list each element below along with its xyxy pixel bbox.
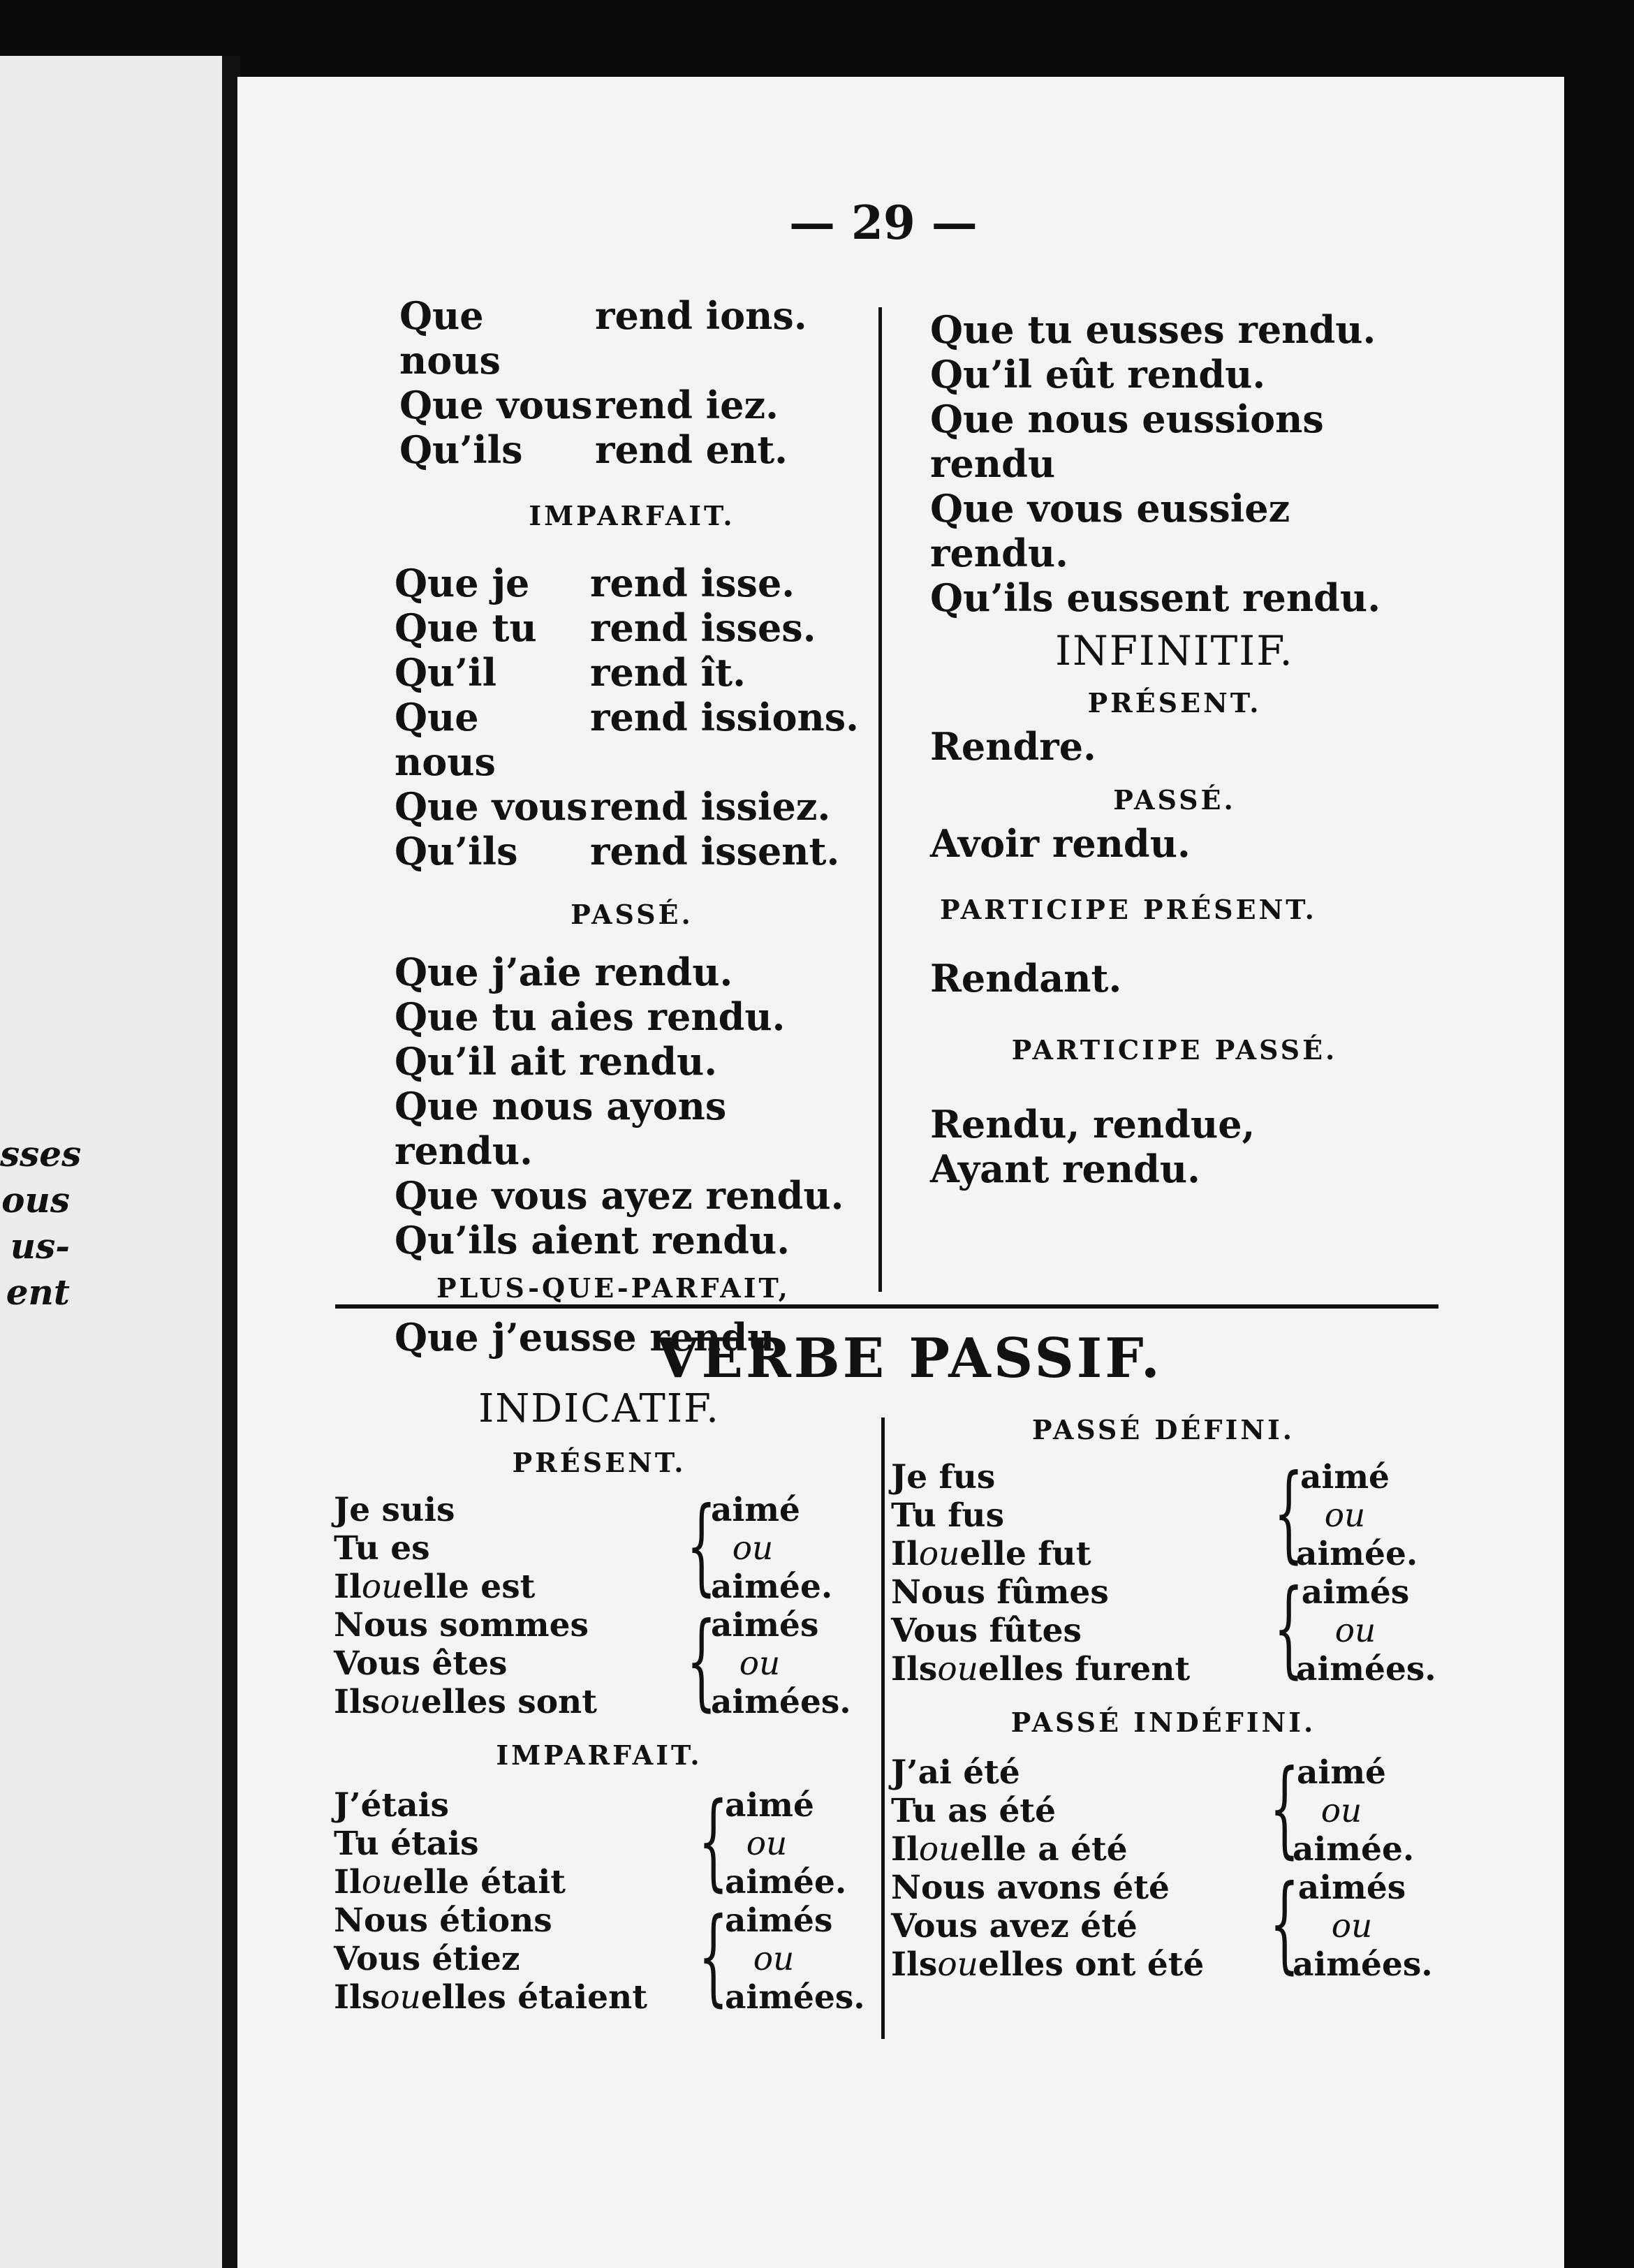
top-left-column [395,293,869,1360]
agreement-or: ou [1324,1496,1366,1535]
agreement-forms [1296,1573,1436,1688]
heading-plus-que-parfait: PLUS-QUE-PARFAIT, [436,1272,790,1304]
participe-passe-line: Ayant rendu. [930,1147,1200,1191]
column-divider-bottom [881,1418,885,2039]
brace-icon: { [1269,1748,1300,1869]
infinitive-present: Rendre. [930,724,1096,769]
verb-form: rend isse. [590,561,795,605]
conjugation-line: Vous étiez [334,1940,520,1978]
passe-indefini-singular-group [891,1748,1436,1869]
agreement-masc: aimés [1301,1573,1410,1612]
participe-passe-line: Rendu, rendue, [930,1102,1256,1147]
verb-form: rend ît. [590,650,746,695]
pronoun: Que je [395,561,530,605]
brace-icon: { [698,1896,728,2017]
agreement-or: ou [1320,1792,1362,1830]
heading-passe-defini: PASSÉ DÉFINI. [1032,1414,1295,1445]
section-title: VERBE PASSIF. [656,1327,1163,1390]
fragment: ous [1,1179,70,1221]
brace-icon: { [1274,1452,1304,1574]
conjugation-line: Tu as été [891,1792,1056,1830]
agreement-forms [1293,1753,1415,1869]
pronoun: Qu’ils [399,427,523,472]
pronoun: Qu’il [395,650,497,695]
conjugation-line: Ils ou elles sont [334,1683,597,1721]
conjugation-line: J’étais [334,1786,449,1825]
heading-imparfait: IMPARFAIT. [529,500,735,531]
conjugation-line: Tu fus [891,1496,1005,1535]
agreement-forms [725,1786,847,1901]
conjugation-line: Nous avons été [891,1869,1170,1907]
agreement-forms [711,1491,833,1606]
agreement-or: ou [746,1825,788,1863]
conjugation-line: Ils ou elles étaient [334,1978,647,2017]
conjugation-line: Tu étais [334,1825,479,1863]
agreement-fem: aimées. [725,1978,865,2017]
verb-form: rend isses. [590,605,816,650]
conjugation-line: Que j’eusse rendu. [395,1315,788,1360]
fragment: us- [10,1225,70,1267]
conjugation-line: Qu’il ait rendu. [395,1039,718,1084]
brace-icon: { [1269,1863,1300,1984]
imparfait-singular-group [334,1781,864,1902]
conjugation-line: Vous êtes [334,1644,508,1683]
agreement-forms [1296,1458,1418,1573]
heading-indicatif: INDICATIF. [478,1386,720,1431]
conjugation-line: Qu’ils eussent rendu. [930,575,1381,620]
agreement-or: ou [732,1529,774,1568]
verb-form: rend iez. [595,383,779,427]
conjugation-line: Qu’il eût rendu. [930,352,1266,397]
brace-icon: { [686,1485,716,1607]
heading-present: PRÉSENT. [1087,687,1262,719]
heading-imparfait: IMPARFAIT. [496,1739,702,1771]
conjugation-line: Je suis [334,1491,455,1529]
pronoun: Que vous [395,784,588,829]
agreement-masc: aimé [711,1491,800,1529]
heading-present: PRÉSENT. [512,1447,686,1478]
conjugation-line: J’ai été [891,1753,1020,1792]
agreement-fem: aimées. [1296,1650,1436,1688]
column-divider-top [878,307,882,1292]
passe-defini-plural-group [891,1568,1436,1689]
pronoun: Que nous [399,293,501,383]
agreement-masc: aimé [725,1786,814,1825]
left-page-edge [0,56,222,2268]
conjugation-line: Que nous ayons rendu. [395,1084,727,1173]
agreement-forms [1293,1869,1433,1984]
infinitive-passe: Avoir rendu. [930,821,1191,866]
conjugation-line: Je fus [891,1458,996,1496]
conjugation-line: Nous étions [334,1901,552,1940]
agreement-fem: aimée. [725,1863,847,1901]
heading-infinitif: INFINITIF. [1055,627,1294,675]
agreement-masc: aimés [711,1606,819,1644]
verb-form: rend issions. [590,695,859,739]
brace-icon: { [1274,1568,1304,1689]
conjugation-line: Tu es [334,1529,430,1568]
conjugation-line: Il ou elle a été [891,1830,1128,1869]
agreement-or: ou [1331,1907,1373,1945]
agreement-or: ou [739,1644,781,1683]
conjugation-line: Que nous eussions rendu [930,397,1324,486]
heading-participe-passe: PARTICIPE PASSÉ. [1011,1034,1338,1066]
agreement-masc: aimé [1297,1753,1386,1792]
agreement-masc: aimé [1300,1458,1390,1496]
bottom-left-column [334,1386,864,2017]
agreement-fem: aimée. [1293,1830,1415,1869]
verb-form: rend ent. [595,427,788,472]
bottom-right-column [891,1414,1436,1984]
participe-present: Rendant. [930,956,1122,1001]
verb-form: rend issent. [590,829,840,874]
agreement-or: ou [753,1940,795,1978]
fragment: sses [0,1133,82,1174]
heading-passe: PASSÉ. [571,899,693,930]
agreement-fem: aimées. [1293,1945,1433,1984]
agreement-masc: aimés [725,1901,833,1940]
conjugation-line: Qu’ils aient rendu. [395,1218,790,1262]
agreement-masc: aimés [1297,1869,1406,1907]
conjugation-line: Que vous ayez rendu. [395,1173,844,1218]
conjugation-line: Ils ou elles furent [891,1650,1191,1688]
agreement-forms [711,1606,851,1721]
agreement-or: ou [1334,1612,1376,1650]
fragment: ent [6,1272,70,1313]
pronoun: Que nous [395,695,496,784]
conjugation-line: Vous avez été [891,1907,1138,1945]
heading-participe-present: PARTICIPE PRÉSENT. [940,894,1317,925]
conjugation-line: Nous sommes [334,1606,589,1644]
agreement-fem: aimées. [711,1683,851,1721]
conjugation-line: Nous fûmes [891,1573,1109,1612]
verb-form: rend issiez. [590,784,831,829]
conjugation-line: Ils ou elles ont été [891,1945,1205,1984]
conjugation-line: Il ou elle était [334,1863,566,1901]
brace-icon: { [698,1781,728,1902]
pronoun: Que vous [399,383,593,427]
passe-defini-singular-group [891,1452,1436,1574]
conjugation-line: Que tu eusses rendu. [930,307,1376,352]
agreement-fem: aimée. [1296,1535,1418,1573]
pronoun: Que tu [395,605,537,650]
conjugation-line: Que vous eussiez rendu. [930,486,1290,575]
conjugation-line: Que tu aies rendu. [395,994,786,1039]
passe-indefini-plural-group [891,1863,1436,1984]
brace-icon: { [686,1600,716,1722]
agreement-fem: aimée. [711,1568,833,1606]
conjugation-line: Que j’aie rendu. [395,950,733,994]
section-divider [335,1304,1438,1309]
imparfait-plural-group [334,1896,865,2017]
conjugation-line: Il ou elle fut [891,1535,1091,1573]
agreement-forms [725,1901,865,2017]
verb-form: rend ions. [595,293,807,338]
heading-passe-indefini: PASSÉ INDÉFINI. [1010,1707,1316,1738]
pronoun: Qu’ils [395,829,518,874]
present-singular-group [334,1485,864,1607]
present-plural-group [334,1600,864,1722]
left-page-fragments [0,1131,82,1316]
conjugation-line: Vous fûtes [891,1612,1082,1650]
heading-passe: PASSÉ. [1113,784,1236,816]
top-right-column [930,307,1419,1191]
page-number: — 29 — [789,196,978,250]
conjugation-line: Il ou elle est [334,1568,536,1606]
